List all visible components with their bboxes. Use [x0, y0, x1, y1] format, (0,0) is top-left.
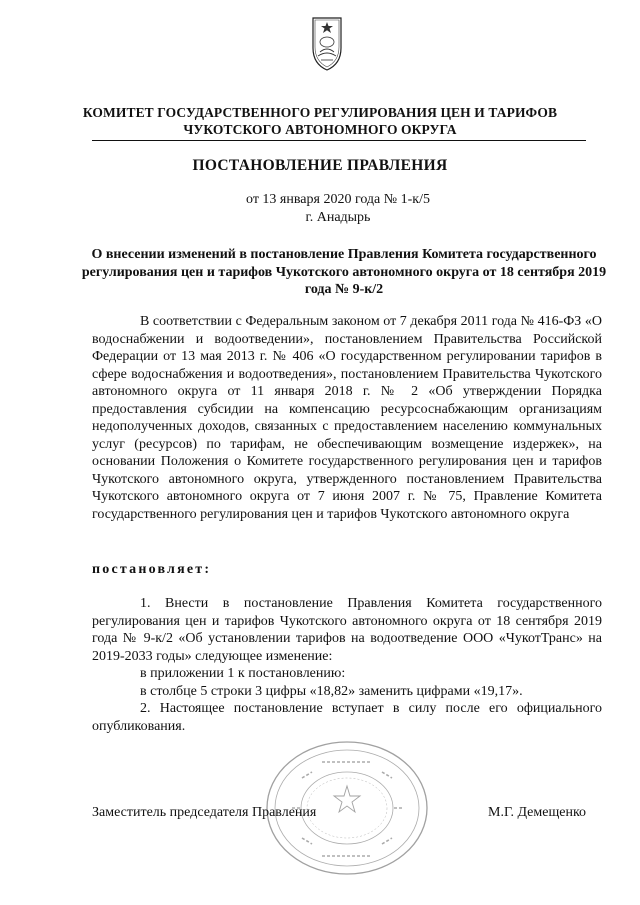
organization-line-1: КОМИТЕТ ГОСУДАРСТВЕННОГО РЕГУЛИРОВАНИЯ ЦЕН И ТАРИФОВ: [82, 105, 558, 120]
document-city: г. Анадырь: [305, 210, 371, 225]
organization-line-2: ЧУКОТСКОГО АВТОНОМНОГО ОКРУГА: [183, 122, 457, 137]
organization-header: [0, 104, 640, 138]
item-1-line-b: в столбце 5 строки 3 цифры «18,82» заменить цифрами «19,17».: [140, 684, 523, 699]
signatory-name: М.Г. Демещенко: [488, 805, 587, 820]
item-1-line-a: в приложении 1 к постановлению:: [140, 666, 346, 681]
document-title: ПОСТАНОВЛЕНИЕ ПРАВЛЕНИЯ: [192, 157, 448, 174]
signatory-position: Заместитель председателя Правления: [92, 805, 317, 820]
document-subject: О внесении изменений в постановление Правления Комитета государственного регулирования цен и тарифов Чукотского автономного округа от 18 сентября 2019 года № 9-к/2: [81, 247, 607, 297]
preamble-paragraph: В соответствии с Федеральным законом от 7 декабря 2011 года № 416-ФЗ «О водоснабжении и водоотведении», постановлением Правительства Российской Федерации от 13 мая 2013 г. № 406 «О государственном регулировании тарифов в сфере водоснабжения и водоотведения», постановлением Правительства Чукотского автономного округа от 11 января 2018 г. № 2 «Об утверждении Порядка предоставления субсидии на компенсацию ресурсоснабжающим организациям недополученных доходов, связанных с предоставлением населению коммунальных услуг (ресурсов) по тарифам, не обеспечивающим возмещение издержек», на основании Положения о Комитете государственного регулирования цен и тарифов Чукотского автономного округа, утвержденного постановлением Правительства Чукотского автономного округа от 7 июня 2007 г. № 75, Правление Комитета государственного регулирования цен и тарифов Чукотского автономного округа: [92, 314, 602, 522]
item-1-paragraph: 1. Внести в постановление Правления Комитета государственного регулирования цен и тарифов Чукотского автономного округа от 18 сентября 2019 года № 9-к/2 «Об установлении тарифов на водоотведение ООО «ЧукотТранс» на 2019-2033 годы» следующее изменение:: [92, 596, 602, 664]
header-divider: [92, 140, 586, 141]
document-date-number: от 13 января 2020 года № 1-к/5: [246, 192, 430, 207]
resolves-keyword: постановляет:: [92, 562, 212, 577]
coat-of-arms-icon: [307, 14, 347, 72]
item-2-paragraph: 2. Настоящее постановление вступает в силу после его официального опубликования.: [92, 701, 602, 734]
